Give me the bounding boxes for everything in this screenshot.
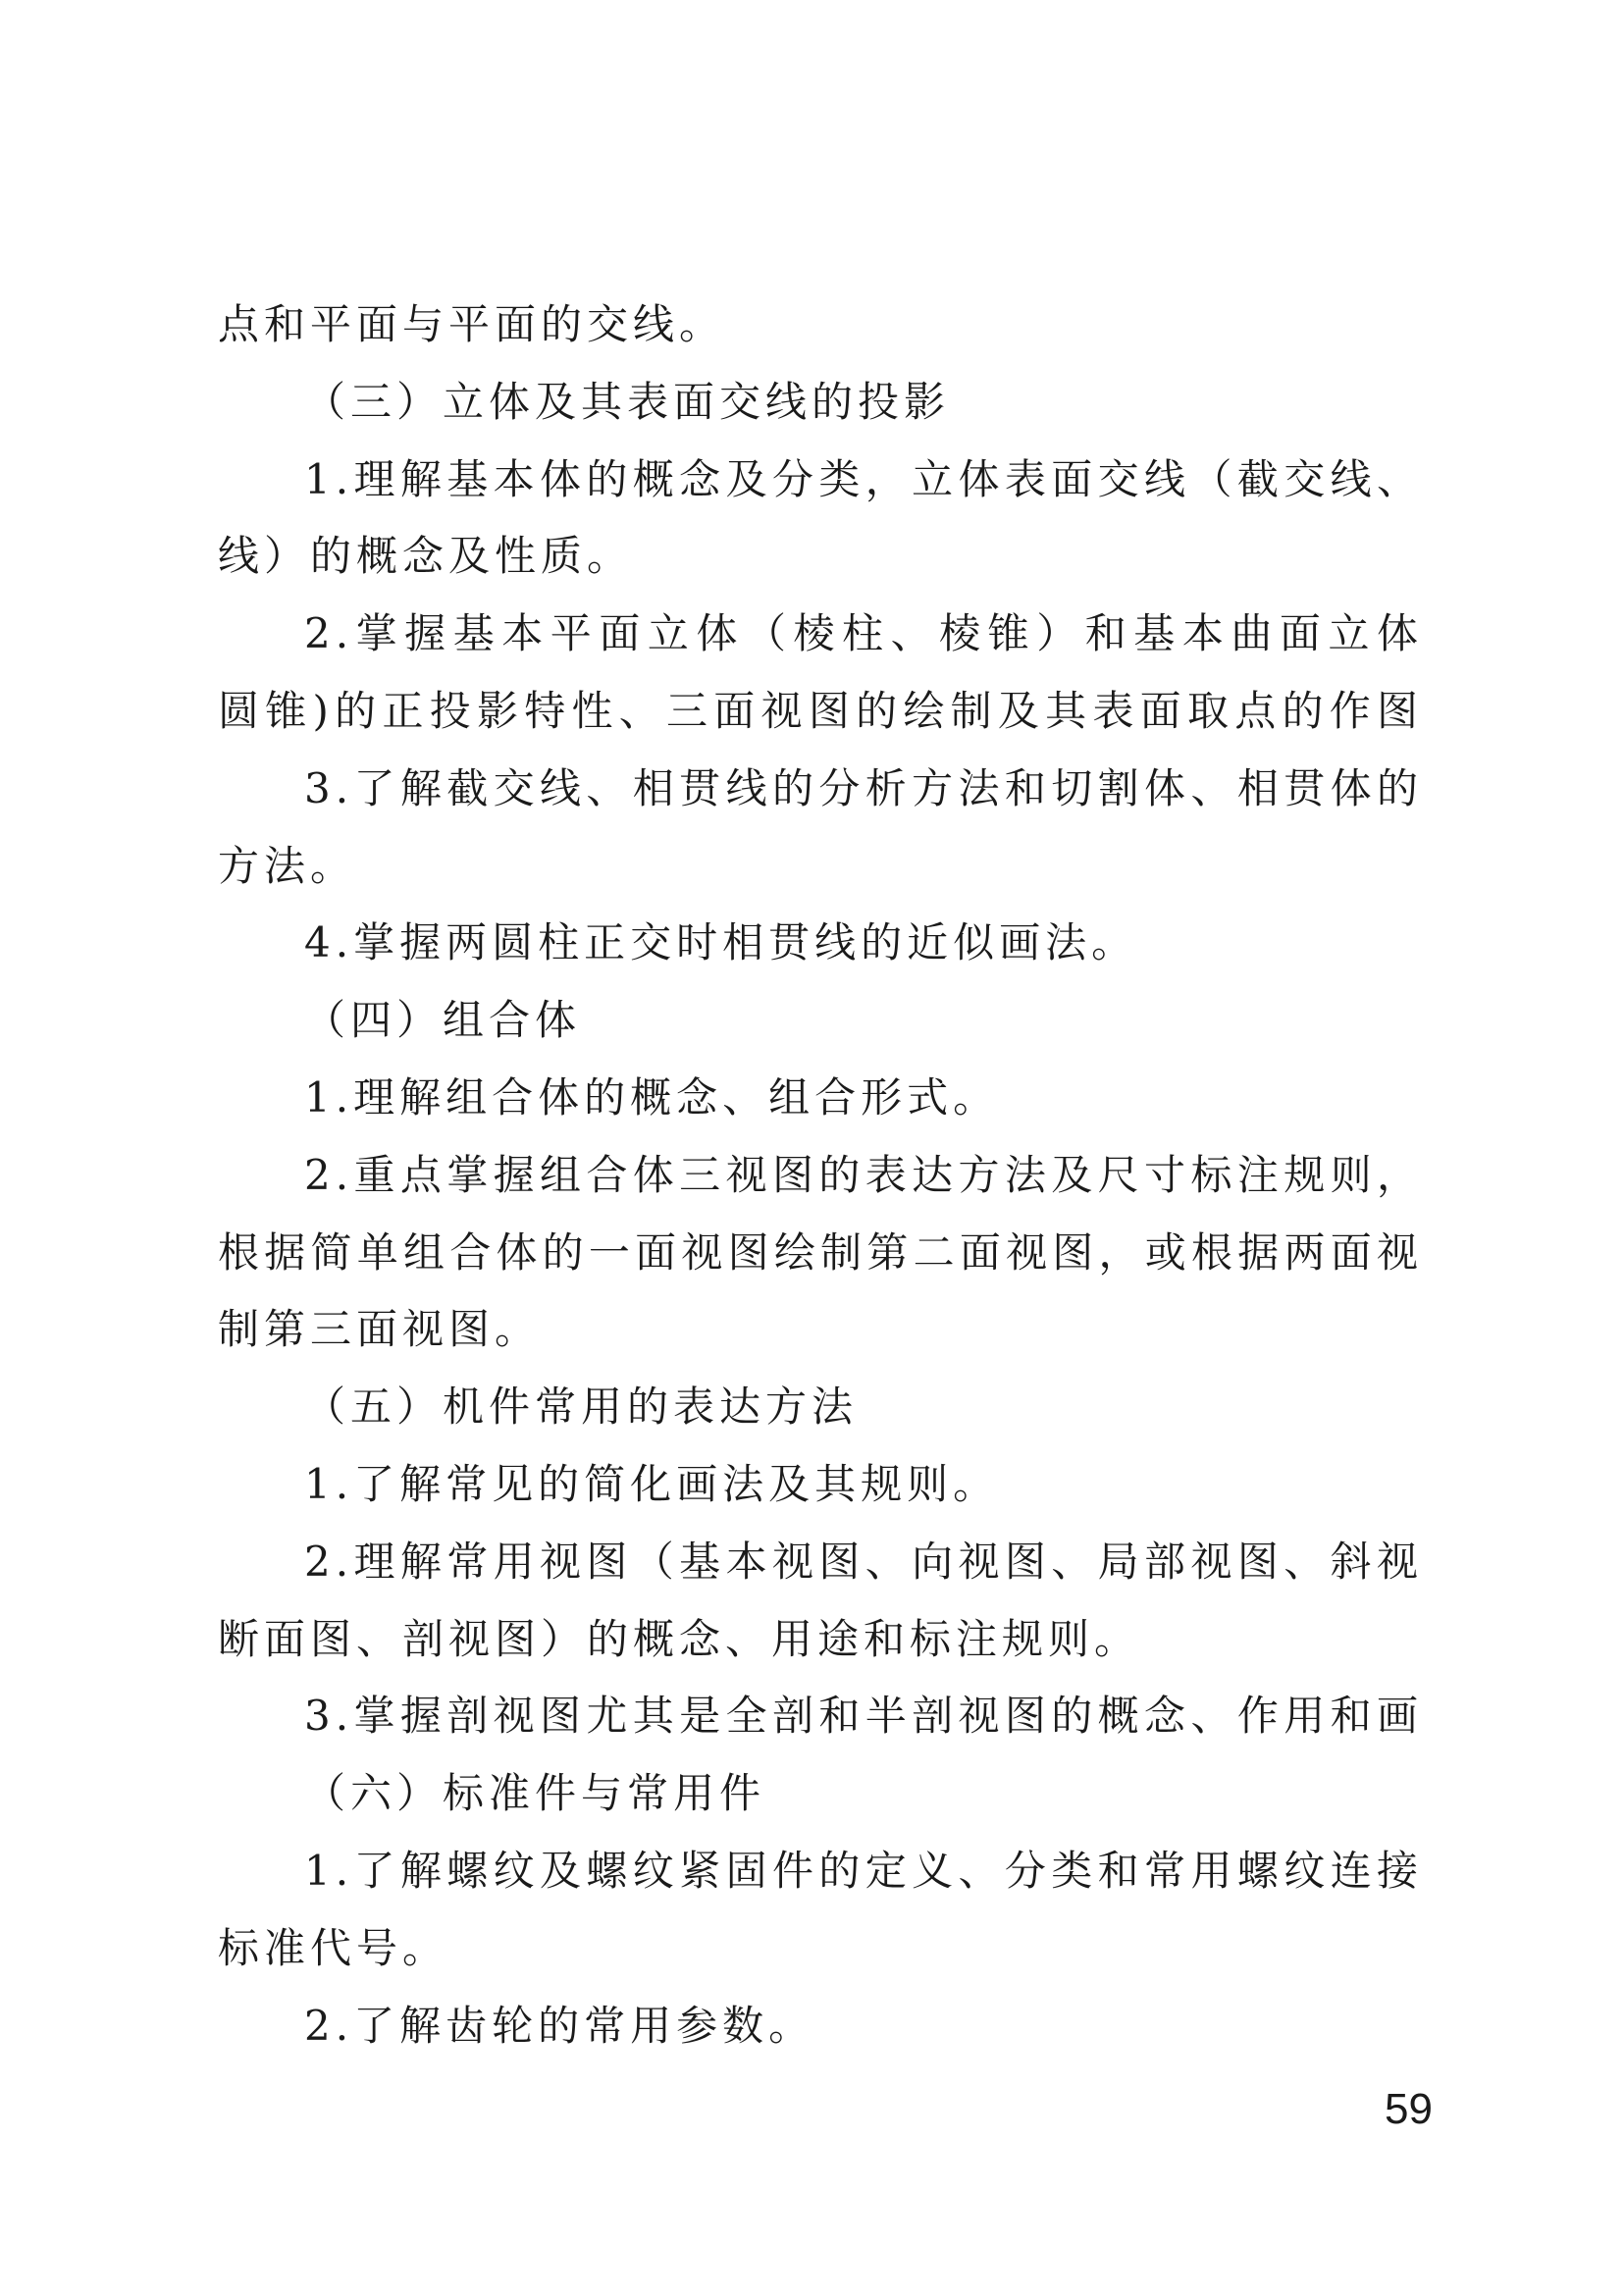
text-line: 1.了解常见的简化画法及其规则。 — [304, 1459, 1000, 1508]
text-line: 1.理解组合体的概念、组合形式。 — [304, 1072, 1000, 1121]
text-line: 1.理解基本体的概念及分类，立体表面交线（截交线、 — [304, 454, 1423, 503]
text-line: 2.掌握基本平面立体（棱柱、棱锥）和基本曲面立体 — [304, 609, 1423, 658]
body-text — [218, 287, 1423, 2064]
text-line: 点和平面与平面的交线。 — [218, 300, 726, 348]
text-line: 4.掌握两圆柱正交时相贯线的近似画法。 — [304, 918, 1138, 967]
text-line: 2.重点掌握组合体三视图的表达方法及尺寸标注规则， — [304, 1150, 1423, 1199]
text-line: 断面图、剖视图）的概念、用途和标注规则。 — [218, 1614, 1141, 1663]
text-line: 3.掌握剖视图尤其是全剖和半剖视图的概念、作用和画 — [304, 1692, 1423, 1741]
text-line: 圆锥)的正投影特性、三面视图的绘制及其表面取点的作图 — [218, 686, 1423, 735]
section-heading: （三）立体及其表面交线的投影 — [304, 377, 951, 426]
text-line: 标准代号。 — [218, 1923, 449, 1972]
text-line: 3.了解截交线、相贯线的分析方法和切割体、相贯体的 — [304, 763, 1423, 812]
page-number: 59 — [1385, 2085, 1433, 2133]
section-heading: （四）组合体 — [304, 996, 582, 1045]
text-line: 1.了解螺纹及螺纹紧固件的定义、分类和常用螺纹连接 — [304, 1846, 1423, 1895]
section-heading: （五）机件常用的表达方法 — [304, 1382, 859, 1432]
text-line: 根据简单组合体的一面视图绘制第二面视图，或根据两面视 — [218, 1227, 1423, 1277]
text-line: 方法。 — [218, 841, 357, 890]
text-line: 制第三面视图。 — [218, 1305, 542, 1354]
text-line: 线）的概念及性质。 — [218, 532, 634, 581]
text-line: 2.了解齿轮的常用参数。 — [304, 2001, 815, 2050]
text-line: 2.理解常用视图（基本视图、向视图、局部视图、斜视 — [304, 1537, 1423, 1586]
section-heading: （六）标准件与常用件 — [304, 1769, 766, 1818]
